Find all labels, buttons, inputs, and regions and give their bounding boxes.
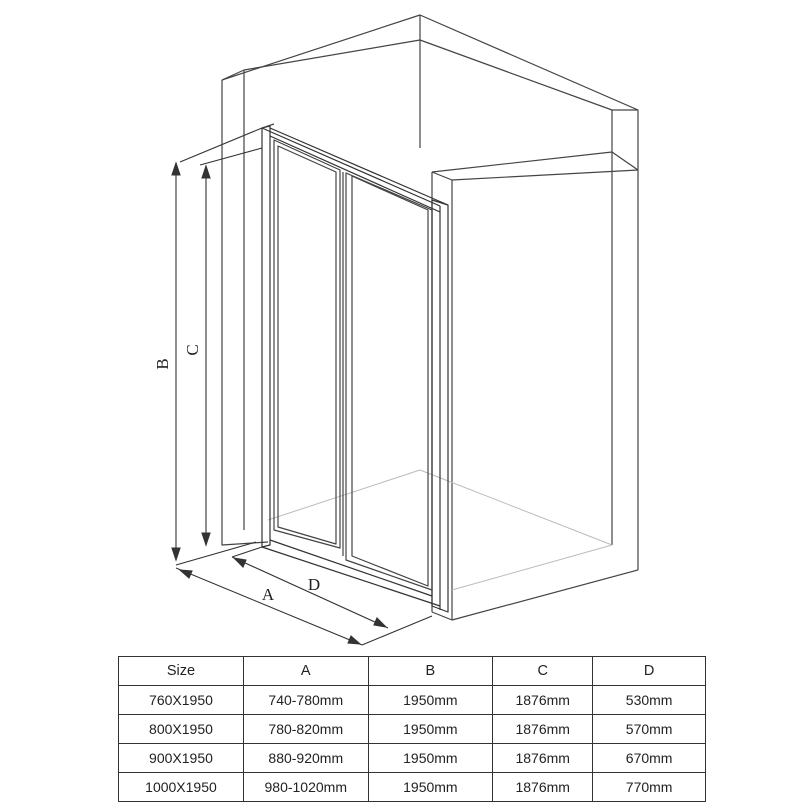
table-header: Size <box>119 657 244 686</box>
table-cell: 740-780mm <box>243 686 368 715</box>
table-row <box>119 715 706 744</box>
dimension-label-b: B <box>153 358 172 370</box>
table-cell: 530mm <box>593 686 706 715</box>
table-row <box>119 773 706 802</box>
table-cell: 900X1950 <box>119 744 244 773</box>
table-cell: 1876mm <box>493 686 593 715</box>
table-cell: 1950mm <box>368 773 493 802</box>
table-cell: 1950mm <box>368 686 493 715</box>
table-cell: 1000X1950 <box>119 773 244 802</box>
table-cell: 1876mm <box>493 744 593 773</box>
dimension-label-a: A <box>261 585 275 604</box>
door-frame <box>262 126 448 612</box>
size-specification-table <box>118 656 706 802</box>
dimension-label-c: C <box>183 344 202 356</box>
table-cell: 1876mm <box>493 773 593 802</box>
table-header: A <box>243 657 368 686</box>
table-cell: 1950mm <box>368 715 493 744</box>
table-cell: 1876mm <box>493 715 593 744</box>
table-header-row <box>119 657 706 686</box>
table-row <box>119 686 706 715</box>
table-cell: 780-820mm <box>243 715 368 744</box>
table-cell: 670mm <box>593 744 706 773</box>
table-cell: 570mm <box>593 715 706 744</box>
dimension-a <box>176 568 432 645</box>
table-cell: 770mm <box>593 773 706 802</box>
table-cell: 800X1950 <box>119 715 244 744</box>
table-header: C <box>493 657 593 686</box>
table-cell: 980-1020mm <box>243 773 368 802</box>
table-header: B <box>368 657 493 686</box>
table-cell: 880-920mm <box>243 744 368 773</box>
table-cell: 1950mm <box>368 744 493 773</box>
table-header: D <box>593 657 706 686</box>
table-cell: 760X1950 <box>119 686 244 715</box>
table-row <box>119 744 706 773</box>
door-panels <box>274 140 432 590</box>
dimension-c <box>200 148 262 545</box>
dimension-label-d: D <box>307 575 321 594</box>
